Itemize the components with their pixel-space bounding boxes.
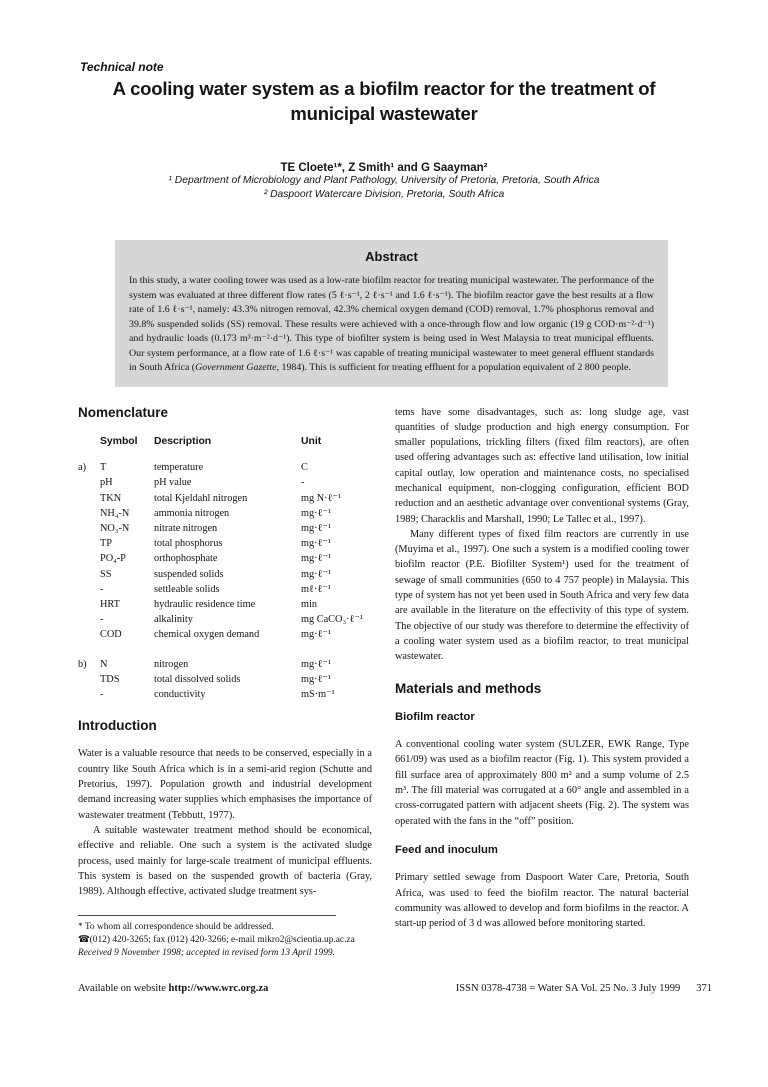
nom-symbol: COD	[100, 629, 122, 641]
nom-group-label	[78, 536, 100, 551]
nom-description: hydraulic residence time	[154, 598, 256, 610]
nom-unit: mS·m⁻¹	[301, 688, 335, 700]
nom-group-label	[78, 506, 100, 521]
nomenclature-table	[78, 434, 372, 702]
right-col-para-2: Many different types of fixed film reactors are currently in use (Muyima et al., 1997). One such a system is a modified cooling tower biofilm reactor (P.E. Biofilter System¹) used for the treatment of sewage of small communities (650 to 4 757 people) in Malaysia. This type of system has not yet been used in South Africa and very few data are available in the literature on the effectivity of this type of system. The objective of our study was therefore to determine the effectivity of a cooling water system used as a biofilm reactor, to treat municipal wastewater.	[395, 528, 689, 663]
nom-description: total Kjeldahl nitrogen	[154, 492, 248, 504]
nom-group-label	[78, 687, 100, 702]
nomenclature-row	[78, 475, 372, 490]
nom-description: orthophosphate	[154, 553, 218, 565]
footnote-received: Received 9 November 1998; accepted in revised form 13 April 1999.	[78, 948, 335, 959]
nom-header-unit: Unit	[301, 435, 322, 447]
nom-symbol: TDS	[100, 673, 120, 685]
nomenclature-rows	[78, 460, 372, 702]
page-footer	[78, 983, 712, 994]
nom-unit: mg N·ℓ⁻¹	[301, 492, 342, 504]
feed-inoculum-para: Primary settled sewage from Daspoort Water Care, Pretoria, South Africa, was used to feed the biofilm reactor. The natural bacterial community was allowed to develop and form biofilms in the reactor. A start-up period of 3 d was allowed before monitoring started.	[395, 872, 689, 930]
abstract-text-2: , 1984). This is sufficient for treating effluent for a population equivalent of 2 800 people.	[276, 362, 631, 373]
nomenclature-row	[78, 597, 372, 612]
nom-header-symbol: Symbol	[100, 435, 138, 447]
nomenclature-row	[78, 506, 372, 521]
nomenclature-row	[78, 460, 372, 475]
footer-website-url: http://www.wrc.org.za	[168, 983, 269, 994]
nom-header-description: Description	[154, 435, 212, 447]
abstract-box	[115, 240, 668, 387]
nom-description: pH value	[154, 477, 192, 489]
nom-symbol: NH₄-N	[100, 507, 130, 519]
footer-website	[78, 983, 268, 994]
right-column	[395, 405, 689, 961]
nom-symbol: NO₃-N	[100, 522, 130, 534]
footer-issn-citation	[456, 983, 712, 994]
nom-group-label	[78, 582, 100, 597]
abstract-text-1: In this study, a water cooling tower was used as a low-rate biofilm reactor for treating municipal wastewater. The performance of the system was evaluated at three different flow rates (5 ℓ·s⁻¹, 2 ℓ·s⁻¹ and 1.6 ℓ·s⁻¹). The biofilm reactor gave the best results at a flow rate of 1.6 ℓ·s⁻¹, namely: 43.3% nitrogen removal, 42.3% chemical oxygen demand (COD) removal, 1.7% phosphorus removal and 39.8% suspended solids (SS) removal. These results were achieved with a once-through flow and low organic (19 g COD·m⁻²·d⁻¹) and hydraulic loads (0.173 m³·m⁻²·d⁻¹). This type of biofilter system is being used in West Malaysia to treat municipal effluents. Our system performance, at a flow rate of 1.6 ℓ·s⁻¹ was capable of treating municipal wastewater to meet general effluent standards in South Africa (	[129, 275, 654, 373]
nom-symbol: HRT	[100, 598, 120, 610]
nom-unit: C	[301, 462, 308, 474]
feed-inoculum-heading: Feed and inoculum	[395, 843, 498, 856]
nom-unit: mg·ℓ⁻¹	[301, 507, 332, 519]
nom-unit: mg·ℓ⁻¹	[301, 538, 332, 550]
nom-unit: mℓ·ℓ⁻¹	[301, 583, 331, 595]
nom-symbol: SS	[100, 568, 112, 580]
nom-description: chemical oxygen demand	[154, 629, 260, 641]
abstract-body	[129, 274, 654, 376]
nom-unit: mg·ℓ⁻¹	[301, 522, 332, 534]
nom-description: total phosphorus	[154, 538, 223, 550]
nom-unit: mg·ℓ⁻¹	[301, 553, 332, 565]
nom-header-spacer	[78, 434, 100, 449]
nom-unit: -	[301, 477, 305, 489]
nom-description: conductivity	[154, 688, 206, 700]
nom-description: ammonia nitrogen	[154, 507, 230, 519]
nom-group-label: b)	[78, 658, 87, 670]
correspondence-footnote	[78, 915, 372, 960]
nom-group-label	[78, 491, 100, 506]
abstract-text-italic: Government Gazette	[195, 362, 277, 373]
nom-group-label	[78, 521, 100, 536]
nom-symbol: TP	[100, 538, 113, 550]
nomenclature-row	[78, 521, 372, 536]
footnote-contact: ☎(012) 420-3265; fax (012) 420-3266; e-mail mikro2@scientia.up.ac.za	[78, 935, 355, 946]
nom-symbol: -	[100, 614, 104, 626]
left-column	[78, 405, 372, 961]
nomenclature-row	[78, 567, 372, 582]
nom-group-label: a)	[78, 462, 86, 474]
introduction-para-1: Water is a valuable resource that needs to be conserved, especially in a country like South Africa which is in a semi-arid region (Schutte and Pretorius, 1997). Population growth and industrial development demand increasing water supplies which emphasises the importance of wastewater treatment (Tebbutt, 1977).	[78, 748, 372, 821]
nom-description: settleable solids	[154, 583, 220, 595]
nom-symbol: N	[100, 658, 108, 670]
authors-line: TE Cloete¹*, Z Smith¹ and G Saayman²	[280, 162, 488, 174]
nom-unit: mg CaCO₃·ℓ⁻¹	[301, 614, 363, 626]
nomenclature-row	[78, 627, 372, 642]
nom-unit: mg·ℓ⁻¹	[301, 629, 332, 641]
introduction-para-2: A suitable wastewater treatment method should be economical, effective and reliable. One such a system is the activated sludge process, used mainly for large-scale treatment of municipal effluents. This system is based on the suspended growth of bacteria (Gray, 1989). Although effective, activated sludge treatment sys-	[78, 824, 372, 898]
nom-description: nitrogen	[154, 658, 189, 670]
nom-group-label	[78, 551, 100, 566]
nom-symbol: T	[100, 462, 107, 474]
nom-group-label	[78, 612, 100, 627]
nom-description: nitrate nitrogen	[154, 522, 218, 534]
abstract-heading: Abstract	[365, 249, 418, 264]
footer-page-number: 371	[696, 983, 712, 994]
right-col-para-1: tems have some disadvantages, such as: long sludge age, vast quantities of sludge production and high energy consumption. For smaller populations, trickling filters (fixed film reactors), are often used offering advantages such as: effective land utilisation, low initial capital outlay, low operation and maintenance costs, no specialised mechanical equipment, non-clogging configuration, efficient BOD reduction and an aesthetic advantage over conventional systems (Gray, 1989; Characklis and Marshall, 1990; Le Tallec et al., 1997).	[395, 406, 689, 525]
nom-description: suspended solids	[154, 568, 224, 580]
nom-unit: mg·ℓ⁻¹	[301, 568, 332, 580]
introduction-heading: Introduction	[78, 718, 157, 734]
nom-group-label	[78, 672, 100, 687]
nom-group-label	[78, 475, 100, 490]
paper-title-line1: A cooling water system as a biofilm reactor for the treatment of	[112, 78, 656, 99]
biofilm-reactor-para: A conventional cooling water system (SULZER, EWK Range, Type 661/09) was used as a biofilm reactor (Fig. 1). This system provided a fill surface area of approximately 800 m² and a sump volume of 2.5 m³. The fill material was corrugated at a 60° angle and assembled in a cross-corrugated pattern with adjacent sheets (Fig. 2). The system was operated with the fans in the “off” position.	[395, 739, 689, 827]
kicker-technical-note: Technical note	[80, 60, 164, 74]
nom-group-label	[78, 567, 100, 582]
nomenclature-heading: Nomenclature	[78, 404, 169, 420]
nomenclature-header-row	[78, 434, 372, 449]
nom-symbol: -	[100, 688, 104, 700]
nomenclature-row	[78, 536, 372, 551]
nom-group-label	[78, 627, 100, 642]
nom-group-label	[78, 597, 100, 612]
nom-symbol: -	[100, 583, 104, 595]
nomenclature-row	[78, 672, 372, 687]
affiliation-2: ² Daspoort Watercare Division, Pretoria, South Africa	[263, 189, 505, 200]
nom-symbol: pH	[100, 477, 113, 489]
biofilm-reactor-heading: Biofilm reactor	[395, 710, 475, 723]
nom-description: total dissolved solids	[154, 673, 241, 685]
footer-website-label: Available on website	[78, 983, 166, 994]
nom-unit: min	[301, 598, 318, 610]
nomenclature-row	[78, 582, 372, 597]
nom-unit: mg·ℓ⁻¹	[301, 658, 332, 670]
footnote-rule	[78, 915, 336, 916]
paper-title-line2: municipal wastewater	[290, 103, 478, 124]
nomenclature-row	[78, 612, 372, 627]
materials-methods-heading: Materials and methods	[395, 680, 542, 696]
affiliation-1: ¹ Department of Microbiology and Plant Pathology, University of Pretoria, Pretoria, South Africa	[168, 175, 600, 186]
nom-symbol: PO₄-P	[100, 553, 126, 565]
footnote-correspondence: * To whom all correspondence should be addressed.	[78, 922, 274, 933]
nomenclature-row	[78, 551, 372, 566]
nomenclature-row	[78, 687, 372, 702]
paper-title	[78, 76, 690, 126]
nom-description: temperature	[154, 462, 204, 474]
footer-issn-text: ISSN 0378-4738 = Water SA Vol. 25 No. 3 July 1999	[455, 983, 681, 994]
nom-description: alkalinity	[154, 614, 193, 626]
nomenclature-row	[78, 491, 372, 506]
nom-symbol: TKN	[100, 492, 122, 504]
two-column-body	[78, 405, 690, 961]
nomenclature-row	[78, 657, 372, 672]
nom-unit: mg·ℓ⁻¹	[301, 673, 332, 685]
